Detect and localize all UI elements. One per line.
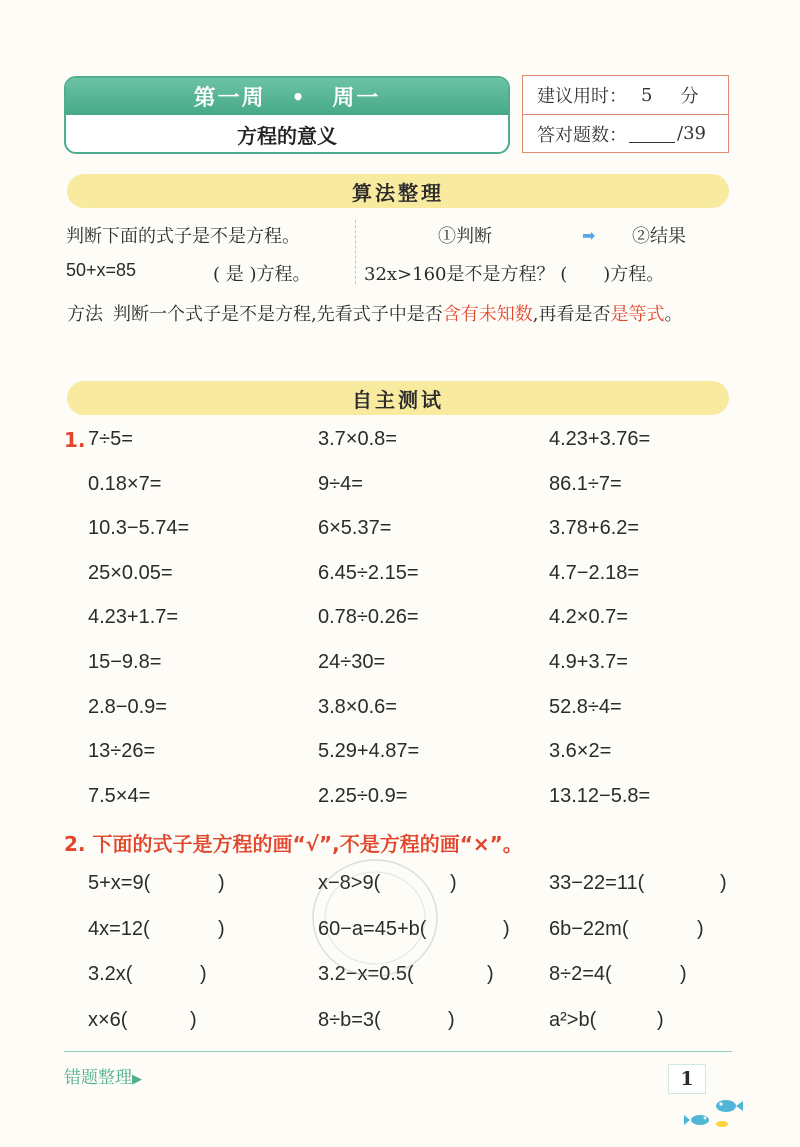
score-blank[interactable] bbox=[629, 125, 675, 143]
equation-item: 33−22=11( bbox=[549, 872, 645, 894]
calc-problem: 0.18×7= bbox=[88, 472, 162, 495]
answer-paren-close[interactable]: ) bbox=[657, 1008, 664, 1031]
example-expression: 50+x=85 bbox=[66, 260, 137, 280]
answer-paren-close[interactable]: ) bbox=[218, 917, 225, 940]
calc-problem: 13.12−5.8= bbox=[549, 784, 651, 807]
equation-item: 3.2x( bbox=[88, 963, 133, 985]
topic-title: 方程的意义 bbox=[237, 124, 337, 148]
calc-problem: 7÷5= bbox=[88, 428, 133, 450]
answer-paren-close[interactable]: ) bbox=[487, 963, 494, 985]
equation-item: 5+x=9( bbox=[88, 872, 151, 894]
example-answer: ( 是 )方程。 bbox=[213, 264, 311, 285]
separator-dot: • bbox=[291, 84, 307, 109]
step-result: ②结果 bbox=[632, 226, 686, 247]
highlight-unknown: 含有未知数 bbox=[442, 304, 533, 325]
play-arrow-icon: ▶ bbox=[132, 1072, 142, 1087]
equation-item: 8÷2=4( bbox=[549, 963, 612, 985]
fish-icon bbox=[684, 1092, 744, 1132]
calc-problem: 10.3−5.74= bbox=[88, 517, 190, 540]
equation-item: a²>b( bbox=[549, 1008, 597, 1031]
week-label: 第一周 bbox=[193, 86, 266, 111]
highlight-equation: 是等式 bbox=[610, 304, 665, 325]
equation-item: x×6( bbox=[88, 1008, 128, 1031]
equation-item: 60−a=45+b( bbox=[318, 917, 427, 940]
answer-paren-close[interactable]: ) bbox=[697, 917, 704, 940]
page-number: 1 bbox=[668, 1064, 706, 1094]
equation-item: 4x=12( bbox=[88, 917, 150, 940]
calc-problem: 4.2×0.7= bbox=[549, 606, 628, 629]
calc-problem: 86.1÷7= bbox=[549, 472, 622, 495]
question-1-number: 1. bbox=[64, 428, 86, 452]
arrow-right-icon: ➡ bbox=[582, 226, 596, 245]
calc-problem: 9÷4= bbox=[318, 472, 363, 495]
calc-problem: 3.8×0.6= bbox=[318, 695, 397, 718]
calc-problem: 4.23+1.7= bbox=[88, 606, 179, 629]
equation-item: x−8>9( bbox=[318, 872, 381, 894]
step-judge: ①判断 bbox=[438, 226, 492, 247]
equation-item: 3.2−x=0.5( bbox=[318, 963, 414, 985]
answer-paren-close[interactable]: ) bbox=[720, 872, 727, 894]
calc-problem: 24÷30= bbox=[318, 651, 386, 673]
section-banner-algorithm: 算法整理 bbox=[67, 174, 729, 208]
calc-problem: 15−9.8= bbox=[88, 651, 162, 673]
calc-problem: 0.78÷0.26= bbox=[318, 606, 419, 629]
calc-problem: 2.25÷0.9= bbox=[318, 784, 408, 807]
algorithm-intro: 判断下面的式子是不是方程。 bbox=[66, 226, 300, 247]
calc-problem: 3.78+6.2= bbox=[549, 517, 640, 540]
calc-problem: 3.6×2= bbox=[549, 740, 612, 763]
answer-paren-close[interactable]: ) bbox=[503, 917, 510, 940]
answer-paren-close[interactable]: ) bbox=[200, 963, 207, 985]
lesson-header bbox=[64, 76, 510, 154]
method-note: 方法 判断一个式子是不是方程,先看式子中是否含有未知数,再看是否是等式。 bbox=[67, 304, 683, 325]
calc-problem: 25×0.05= bbox=[88, 561, 173, 584]
score-row: 答对题数： /39 bbox=[523, 114, 728, 152]
calc-problem: 4.23+3.76= bbox=[549, 428, 651, 450]
calc-problem: 7.5×4= bbox=[88, 784, 151, 807]
suggested-time: 建议用时： 5 分 bbox=[537, 84, 699, 107]
answer-paren-close[interactable]: ) bbox=[680, 963, 687, 985]
calc-problem: 2.8−0.9= bbox=[88, 695, 167, 718]
answer-paren-close[interactable]: ) bbox=[190, 1008, 197, 1031]
judge-question: 32x>160是不是方程？ ( )方程。 bbox=[364, 264, 665, 285]
question-2-title: 2. 下面的式子是方程的画“√”,不是方程的画“×”。 bbox=[64, 832, 523, 856]
calc-problem: 4.9+3.7= bbox=[549, 651, 628, 673]
calc-problem: 6.45÷2.15= bbox=[318, 561, 419, 584]
calc-problem: 13÷26= bbox=[88, 740, 156, 763]
calc-problem: 52.8÷4= bbox=[549, 695, 622, 718]
equation-item: 8÷b=3( bbox=[318, 1008, 381, 1031]
error-review-label: 错题整理▶ bbox=[64, 1068, 142, 1088]
week-day-bar bbox=[66, 78, 508, 115]
equation-item: 6b−22m( bbox=[549, 917, 629, 940]
calc-problem: 6×5.37= bbox=[318, 517, 392, 540]
calc-problem: 5.29+4.87= bbox=[318, 740, 420, 763]
time-score-box bbox=[522, 75, 729, 153]
footer-divider bbox=[64, 1051, 732, 1052]
answer-paren-close[interactable]: ) bbox=[450, 872, 457, 894]
stamp-watermark bbox=[300, 848, 450, 988]
dashed-divider bbox=[355, 220, 356, 284]
calc-problem: 4.7−2.18= bbox=[549, 561, 640, 584]
section-banner-test: 自主测试 bbox=[67, 381, 729, 415]
answer-paren-close[interactable]: ) bbox=[448, 1008, 455, 1031]
answer-paren-close[interactable]: ) bbox=[218, 872, 225, 894]
calc-problem: 3.7×0.8= bbox=[318, 428, 397, 450]
day-label: 周一 bbox=[332, 86, 381, 111]
